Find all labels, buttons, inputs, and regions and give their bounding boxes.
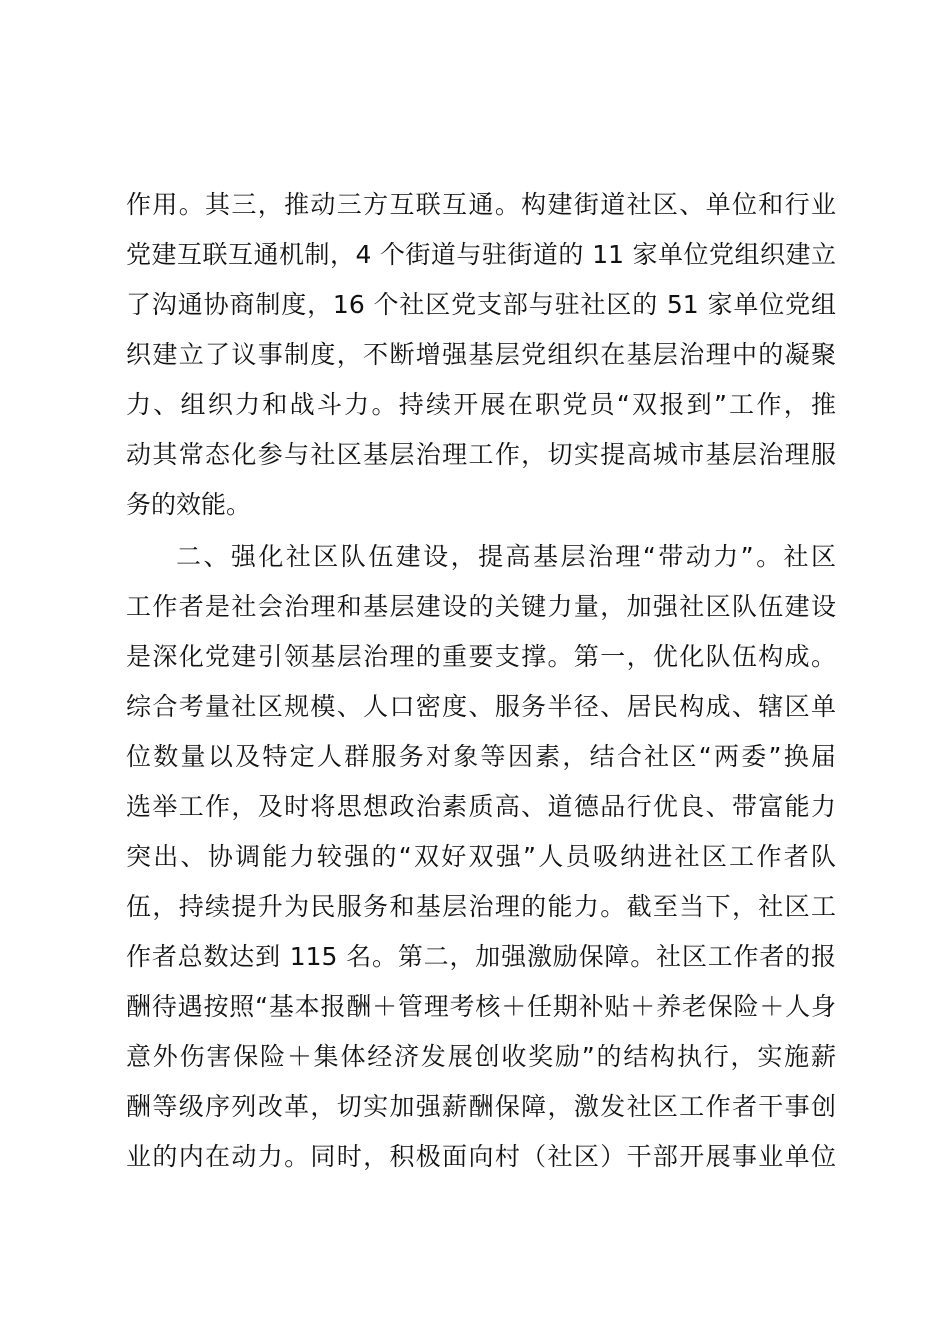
text-line: 织建立了议事制度，不断增强基层党组织在基层治理中的凝聚: [126, 340, 836, 369]
text-line: 动其常态化参与社区基层治理工作，切实提高城市基层治理服: [126, 440, 836, 469]
text-line: 综合考量社区规模、人口密度、服务半径、居民构成、辖区单: [126, 692, 836, 721]
text-line: 酬待遇按照“基本报酬＋管理考核＋任期补贴＋养老保险＋人身: [126, 992, 836, 1021]
text-line: 工作者是社会治理和基层建设的关键力量，加强社区队伍建设: [126, 592, 836, 621]
text-line: 业的内在动力。同时，积极面向村（社区）干部开展事业单位: [126, 1142, 836, 1171]
text-line: 突出、协调能力较强的“双好双强”人员吸纳进社区工作者队: [126, 842, 836, 871]
text-line: 选举工作，及时将思想政治素质高、道德品行优良、带富能力: [126, 792, 836, 821]
text-line: 作用。其三，推动三方互联互通。构建街道社区、单位和行业: [126, 190, 836, 219]
paragraph-heading-line: 二、强化社区队伍建设，提高基层治理“带动力”。社区: [176, 542, 836, 571]
text-line: 伍，持续提升为民服务和基层治理的能力。截至当下，社区工: [126, 892, 836, 921]
text-line: 意外伤害保险＋集体经济发展创收奖励”的结构执行，实施薪: [126, 1042, 836, 1071]
text-line: 作者总数达到 115 名。第二，加强激励保障。社区工作者的报: [126, 942, 836, 971]
text-line: 党建互联互通机制，4 个街道与驻街道的 11 家单位党组织建立: [126, 240, 836, 269]
text-line: 务的效能。: [126, 490, 252, 519]
text-line: 力、组织力和战斗力。持续开展在职党员“双报到”工作，推: [126, 390, 836, 419]
text-line: 是深化党建引领基层治理的重要支撑。第一，优化队伍构成。: [126, 642, 836, 671]
text-line: 位数量以及特定人群服务对象等因素，结合社区“两委”换届: [126, 742, 836, 771]
text-line: 酬等级序列改革，切实加强薪酬保障，激发社区工作者干事创: [126, 1092, 836, 1121]
text-line: 了沟通协商制度，16 个社区党支部与驻社区的 51 家单位党组: [126, 290, 836, 319]
